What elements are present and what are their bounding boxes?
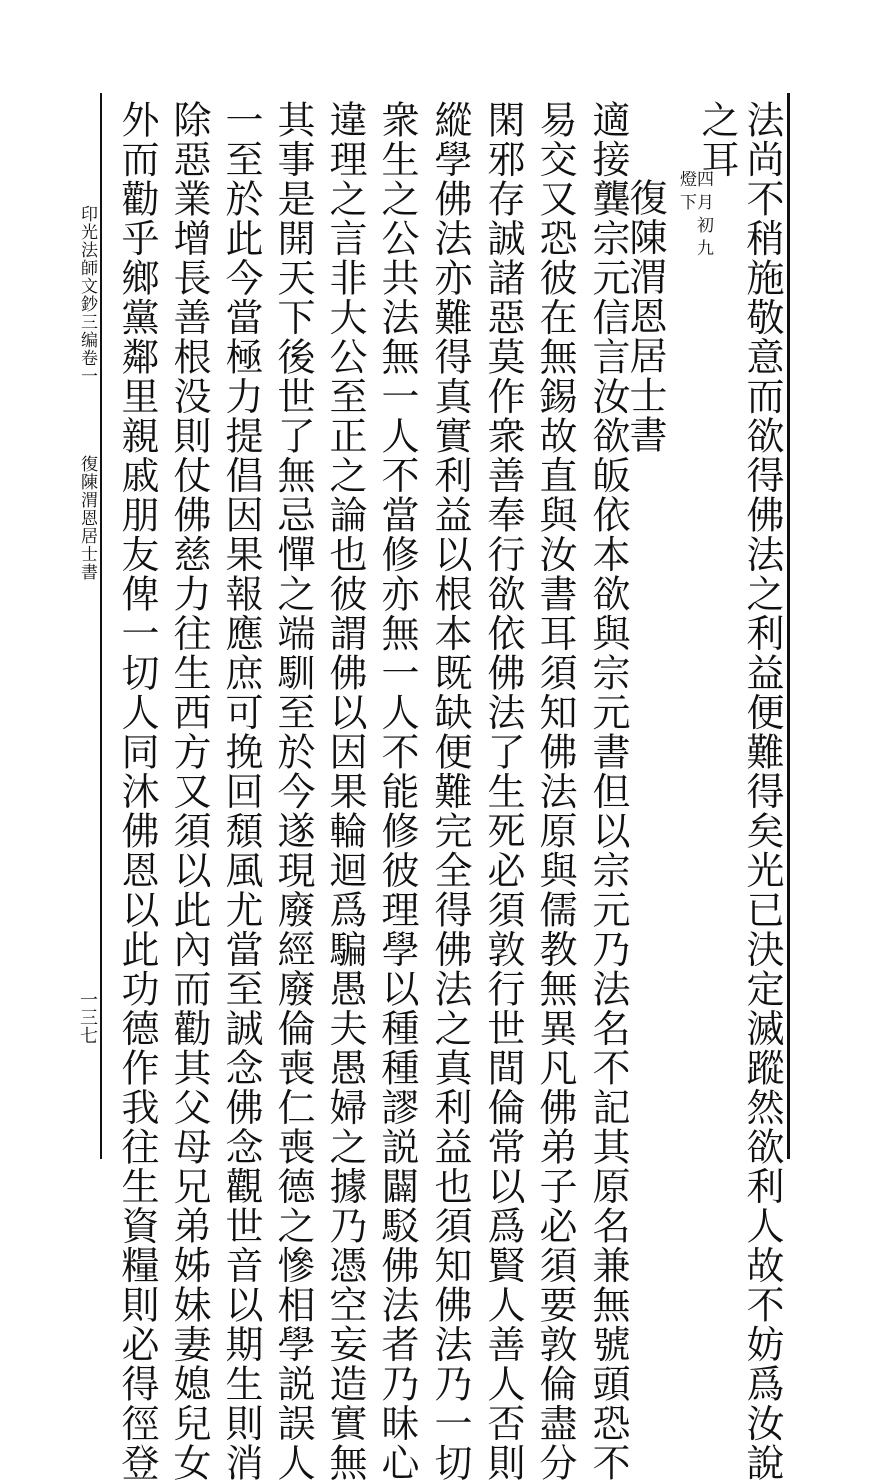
page-number: 一三七 — [77, 990, 98, 1044]
letter-title: 復陳渭恩居士書 — [623, 178, 667, 455]
book-title: 印光法師文鈔三编卷一 — [77, 205, 97, 385]
date-note-sub: 燈下 — [676, 170, 696, 216]
letter-line-9: 除惡業增長善根没則仗佛慈力往生西方又須以此內而勸其父母兄弟姊妹妻媳兒女 — [167, 100, 211, 1483]
date-note: 四月初九 — [693, 170, 713, 262]
letter-line-8: 一至於此今當極力提倡因果報應庶可挽回頹風尤當至誠念佛念觀世音以期生則消 — [219, 100, 263, 1483]
letter-line-7: 其事是開天下後世了無忌憚之端馴至於今遂現廢經廢倫喪仁喪德之慘相學説誤人 — [271, 100, 315, 1483]
page-border-line — [100, 93, 102, 1159]
letter-line-3: 閑邪存誠諸惡莫作衆善奉行欲依佛法了生死必須敦行世間倫常以爲賢人善人否則 — [481, 100, 525, 1483]
letter-line-6: 違理之言非大公至正之論也彼謂佛以因果輪迴爲騙愚夫愚婦之據乃憑空妄造實無 — [323, 100, 367, 1483]
section-title: 復陳渭恩居士書 — [77, 455, 97, 581]
letter-line-2: 易交又恐彼在無錫故直與汝書耳須知佛法原與儒教無異凡佛弟子必須要敦倫盡分 — [533, 100, 577, 1483]
page-border-line — [787, 93, 790, 1159]
body-line-1: 法尚不稍施敬意而欲得佛法之利益便難得矣光已決定滅蹤然欲利人故不妨爲汝說 — [740, 100, 784, 1483]
letter-line-1: 適接龔宗元信言汝欲皈依本欲與宗元書但以宗元乃法名不記其原名兼無號頭恐不 — [586, 100, 630, 1483]
letter-line-4: 縱學佛法亦難得真實利益以根本既缺便難完全得佛法之真利益也須知佛法乃一切 — [428, 100, 472, 1483]
body-line-2: 之耳 — [695, 100, 739, 179]
letter-line-10: 外而勸乎鄉黨鄰里親戚朋友俾一切人同沐佛恩以此功德作我往生資糧則必得徑登 — [115, 100, 159, 1483]
letter-line-5: 衆生之公共法無一人不當修亦無一人不能修彼理學以種種謬説闢駁佛法者乃昧心 — [375, 100, 419, 1483]
